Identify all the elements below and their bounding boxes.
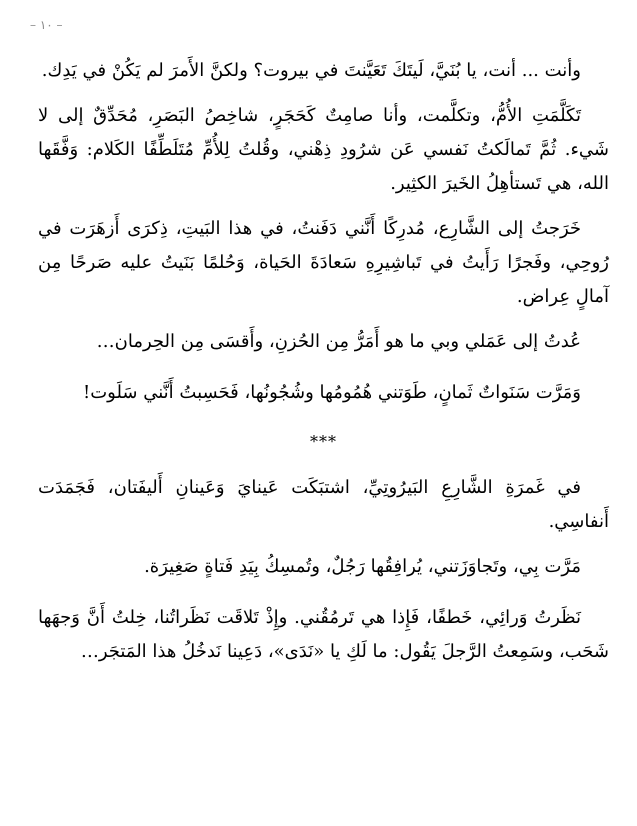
paragraph-4: عُدتُ إلى عَمَلي وبي ما هو أَمَرُّ مِن الحُزنِ، وأَقسَى مِن الحِرمان… (96, 331, 581, 352)
section-separator: *** (310, 432, 337, 451)
paragraph-2: تَكَلَّمَتِ الأُمُّ، وتكلَّمت، وأنا صامِتٌ كَحَجَرٍ، شاخِصُ البَصَرِ، مُحَدِّقٌ إلى لا شَيء. ثُمَّ تَمالَكتُ نَفسي عَن شرُودِ ذِهْني، وقُلتُ لِلأُمِّ مُتَلَطِّفًا الكَلام: وَفَّقَها الله، هي تَستأهِلُ الخَيرَ الكثِير. (38, 105, 609, 194)
page-number: – ١٠ – (30, 18, 63, 32)
paragraph-7: مَرَّت بِي، وتَجاوَزَتني، يُرافِقُها رَجُلٌ، وتُمسِكُ بِيَدِ فَتاةٍ صَغِيرَة. (144, 556, 581, 577)
paragraph-3: خَرَجتُ إلى الشَّارِع، مُدرِكًا أَنَّني دَفَنتُ، في هذا البَيتِ، ذِكرَى أَزهَرَت في رُوحِي، وفَجرًا رَأَيتُ في تَباشِيرِهِ سَعادَةَ الحَياة، وَحُلمًا بَنَيتُ عليه صَرحًا مِن آمالٍ عِراض. (38, 218, 609, 307)
paragraph-8: نَظَرتُ وَرائِي، خَطفًا، فَإِذا هي تَرمُقُني. وإِذْ تَلاقَت نَظَراتُنا، خِلتُ أَنَّ وَجهَها شَحَب، وسَمِعتُ الرَّجلَ يَقُول: ما لَكِ يا «نَدَى»، دَعِينا نَدخُلُ هذا المَتجَر… (38, 607, 609, 662)
body-text (38, 54, 609, 680)
paragraph-6: في غَمرَةِ الشَّارِعِ البَيرُوتِيِّ، اشتبَكَت عَينايَ وَعَينانِ أَليفَتان، فَجَمَدَت أَنفاسِي. (38, 477, 609, 532)
paragraph-1: وأنت ... أنت، يا بُنَيَّ، لَيتَكَ تَعَيَّنتَ في بيروت؟ ولكنَّ الأَمرَ لم يَكُنْ في يَدِك. (41, 60, 581, 81)
paragraph-5: وَمَرَّت سَنَواتٌ ثَمانٍ، طَوَتني هُمُومُها وشُجُونُها، فَحَسِبتُ أَنَّني سَلَوت! (82, 382, 581, 403)
